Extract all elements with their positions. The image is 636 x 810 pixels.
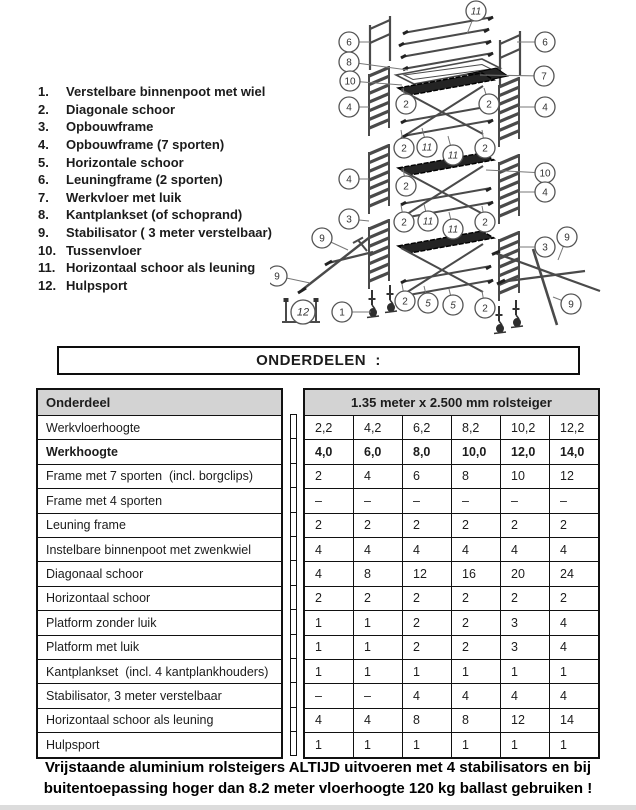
value-cell: 1 [353,611,402,634]
value-cell: 1 [451,733,500,757]
callout-number: 2 [403,181,409,193]
value-cell: 4 [315,567,322,582]
value-cell: – [353,684,402,707]
value-cell: – [451,489,500,512]
value-cell: 10,2 [500,416,549,439]
value-cell: 12 [549,465,598,488]
row-label: Diagonaal schoor [46,567,144,582]
value-cell: 20 [500,562,549,585]
value-cell: – [315,688,322,703]
value-cell: 2 [402,636,451,659]
parts-list-item [38,153,288,171]
parts-list-number: 11. [38,260,56,276]
value-cell: 4 [549,538,598,561]
value-cell: 8 [353,562,402,585]
parts-list-label: Diagonale schoor [66,101,176,117]
ladder-frame-right-2 [499,154,519,224]
value-cell: 1 [353,660,402,683]
value-cell: 1 [549,660,598,683]
value-cell: 1 [402,660,451,683]
value-cell: 4 [549,611,598,634]
value-cell: 1 [549,733,598,757]
value-cell: 1 [353,733,402,757]
spacer-cell [291,513,296,537]
value-cell: 2 [451,514,500,537]
value-cell: 2 [402,587,451,610]
warning-line-2: buitentoepassing hoger dan 8.2 meter vloerhoogte 120 kg ballast gebruiken ! [43,780,593,797]
table-row [38,416,281,440]
parts-list-number: 1. [38,84,49,100]
stabilizer-right [492,249,600,325]
callout-number: 12 [296,306,310,319]
ladder-frame-left-3 [369,219,389,289]
spacer-cell [291,537,296,561]
guard-frame-left [370,16,390,70]
table-row-values [305,538,598,562]
spacer-cell [291,561,296,585]
row-label: Stabilisator, 3 meter verstelbaar [46,688,222,703]
spacer-cell [291,439,296,463]
callout-number: 3 [542,242,548,254]
callout-number: 9 [568,299,574,311]
value-cell: 4 [549,684,598,707]
value-cell: 4 [315,542,322,557]
caster-wheel [367,290,379,318]
spacer-cell [291,610,296,634]
spacer-cell [291,415,296,439]
parts-list-item [38,136,288,154]
spacer-cell [291,659,296,683]
value-cell: 2 [500,587,549,610]
table-row [38,660,281,684]
value-cell: – [402,489,451,512]
value-cell: 6 [402,465,451,488]
callout-number: 2 [482,143,488,155]
row-label: Frame met 4 sporten [46,493,163,508]
callout-number: 2 [482,217,488,229]
parts-list-label: Horizontaal schoor als leuning [66,260,256,276]
value-cell: 6,2 [402,416,451,439]
value-cell: 1 [315,664,322,679]
value-cell: 2 [402,514,451,537]
parts-list-item [38,206,288,224]
value-cell: 3 [500,611,549,634]
callout-number: 9 [319,233,325,245]
table-row [38,514,281,538]
table-row-values [305,416,598,440]
table-row-values [305,733,598,757]
table-row-values [305,636,598,660]
value-cell: 1 [402,733,451,757]
row-label: Platform zonder luik [46,615,157,630]
parts-list-label: Opbouwframe (7 sporten) [66,137,225,153]
callout-number: 9 [274,271,280,283]
callout-number: 3 [346,214,352,226]
callout-number: 6 [346,37,352,49]
callout-number: 4 [542,187,548,199]
parts-list-label: Opbouwframe [66,119,154,135]
value-cell: 1 [315,615,322,630]
callout-number: 2 [402,296,408,308]
ladder-frame-right-3 [499,231,519,301]
value-cell: 2 [500,514,549,537]
parts-table-values [303,388,600,759]
spacer-cell [291,708,296,732]
value-cell: 8 [451,465,500,488]
value-cell: 2 [451,636,500,659]
parts-list-number: 7. [38,189,49,205]
parts-list-item [38,171,288,189]
table-row [38,684,281,708]
spacer-cell [291,635,296,659]
row-label: Werkvloerhoogte [46,420,141,435]
value-cell: 1 [451,660,500,683]
table-row [38,562,281,586]
value-cell: 8,0 [402,440,451,463]
table-row-values [305,611,598,635]
table-row [38,465,281,489]
value-cell: 1 [500,733,549,757]
spacer-cell [291,586,296,610]
value-cell: 4 [353,538,402,561]
value-cell: 4 [451,684,500,707]
callout-number: 9 [564,232,570,244]
callout-number: 10 [344,76,356,88]
callout-number: 11 [422,216,434,228]
stabilizer-left [298,237,373,293]
value-cell: – [315,493,322,508]
value-cell: – [549,489,598,512]
caster-wheel [511,300,523,328]
value-cell: 1 [315,738,322,753]
parts-list-number: 12. [38,277,57,293]
ladder-frame-left-1 [369,66,389,136]
table-row-values [305,562,598,586]
value-cell: 8 [451,709,500,732]
parts-list-number: 3. [38,119,49,135]
row-label: Platform met luik [46,640,140,655]
parts-list-label: Tussenvloer [66,242,142,258]
value-cell: – [353,489,402,512]
table-row [38,587,281,611]
callout-number: 2 [401,143,407,155]
value-cell: 2 [353,514,402,537]
ladder-frame-right-1 [499,77,519,147]
parts-list-number: 5. [38,154,49,170]
row-label: Horizontaal schoor als leuning [46,713,214,728]
value-cell: 14 [549,709,598,732]
table-row-values [305,489,598,513]
parts-list-item [38,83,288,101]
callout-number: 7 [541,71,547,83]
table-row-values [305,660,598,684]
value-cell: 4 [402,684,451,707]
value-cell: 10,0 [451,440,500,463]
table-row [38,733,281,757]
value-cell: 1 [315,640,322,655]
table-row [38,440,281,464]
row-label: Hulpsport [46,738,100,753]
parts-list-number: 2. [38,101,49,117]
column-header-onderdeel: Onderdeel [38,390,281,416]
warning-line-1: Vrijstaande aluminium rolsteigers ALTIJD uitvoeren met 4 stabilisators en bij [45,759,591,776]
value-cell: 4 [451,538,500,561]
table-row [38,636,281,660]
value-cell: 12,2 [549,416,598,439]
value-cell: 4,0 [315,445,333,460]
callout-number: 4 [542,102,548,114]
value-cell: 2 [549,587,598,610]
value-cell: 8 [402,709,451,732]
parts-list-number: 9. [38,225,49,241]
parts-table-labels [36,388,283,759]
parts-list-item [38,259,288,277]
value-cell: – [500,489,549,512]
callout-number: 11 [421,142,433,154]
table-row-values [305,465,598,489]
value-cell: 8,2 [451,416,500,439]
callout-number: 4 [346,174,352,186]
value-cell: 12 [500,709,549,732]
callout-number: 5 [450,300,456,312]
callout-number: 2 [482,303,488,315]
callout-number: 10 [539,168,551,180]
column-header-size: 1.35 meter x 2.500 mm rolsteiger [305,390,598,416]
callout-number: 11 [470,6,482,18]
value-cell: 2 [315,591,322,606]
parts-list-label: Werkvloer met luik [66,189,182,205]
value-cell: 2 [451,611,500,634]
value-cell: 4 [500,684,549,707]
parts-list-label: Leuningframe (2 sporten) [66,172,223,188]
table-row-values [305,514,598,538]
row-label: Horizontaal schoor [46,591,151,606]
spacer-cell [291,732,296,756]
table-row-values [305,709,598,733]
section-header: ONDERDELEN : [256,352,381,369]
parts-list-number: 4. [38,137,49,153]
parts-list-item [38,189,288,207]
parts-list-item [38,224,288,242]
section-header-box [57,346,580,375]
table-spacer-column [290,414,297,756]
value-cell: 4 [402,538,451,561]
value-cell: 1 [353,636,402,659]
value-cell: 24 [549,562,598,585]
callout-number: 1 [339,307,345,319]
value-cell: 4 [353,465,402,488]
table-row-values [305,587,598,611]
value-cell: 4 [353,709,402,732]
value-cell: 16 [451,562,500,585]
value-cell: 1 [500,660,549,683]
scaffold-exploded-diagram [270,0,636,345]
callout-number: 8 [346,57,352,69]
row-label: Werkhoogte [46,445,118,460]
parts-list-item [38,241,288,259]
value-cell: 6,0 [353,440,402,463]
parts-list-label: Verstelbare binnenpoot met wiel [66,84,266,100]
value-cell: 2 [402,611,451,634]
parts-list-number: 8. [38,207,49,223]
parts-list-item [38,118,288,136]
row-label: Leuning frame [46,518,126,533]
table-row [38,611,281,635]
parts-list-label: Stabilisator ( 3 meter verstelbaar) [66,225,272,241]
callout-number: 11 [447,150,459,162]
parts-list-label: Horizontale schoor [66,154,184,170]
spacer-cell [291,488,296,512]
value-cell: 2,2 [315,420,333,435]
table-row [38,538,281,562]
callout-number: 4 [346,102,352,114]
caster-wheel [494,306,506,334]
row-label: Kantplankset (incl. 4 kantplankhouders) [46,664,269,679]
parts-list-label: Kantplankset (of schoprand) [66,207,243,223]
value-cell: 2 [549,514,598,537]
callout-number: 2 [401,217,407,229]
page-bottom-band [0,805,636,810]
warning-text [36,757,600,799]
value-cell: 4,2 [353,416,402,439]
value-cell: 2 [451,587,500,610]
value-cell: 3 [500,636,549,659]
parts-list-number: 10. [38,242,57,258]
value-cell: 4 [549,636,598,659]
parts-list-label: Hulpsport [66,277,128,293]
callout-number: 2 [403,99,409,111]
value-cell: 2 [315,518,322,533]
callout-number: 11 [447,224,459,236]
table-row-values [305,684,598,708]
value-cell: 14,0 [549,440,598,463]
value-cell: 4 [315,713,322,728]
ladder-frame-left-2 [369,144,389,214]
parts-list-item [38,277,288,295]
parts-list-number: 6. [38,172,49,188]
table-row-values [305,440,598,464]
callout-number: 6 [542,37,548,49]
value-cell: 2 [315,469,322,484]
table-row [38,709,281,733]
value-cell: 2 [353,587,402,610]
value-cell: 10 [500,465,549,488]
row-label: Instelbare binnenpoot met zwenkwiel [46,542,251,557]
value-cell: 4 [500,538,549,561]
spacer-cell [291,683,296,707]
spacer-cell [291,464,296,488]
table-row [38,489,281,513]
callout-number: 5 [425,298,431,310]
callout-number: 2 [486,99,492,111]
row-label: Frame met 7 sporten (incl. borgclips) [46,469,254,484]
value-cell: 12 [402,562,451,585]
parts-list-item [38,101,288,119]
value-cell: 12,0 [500,440,549,463]
parts-list [38,83,288,294]
